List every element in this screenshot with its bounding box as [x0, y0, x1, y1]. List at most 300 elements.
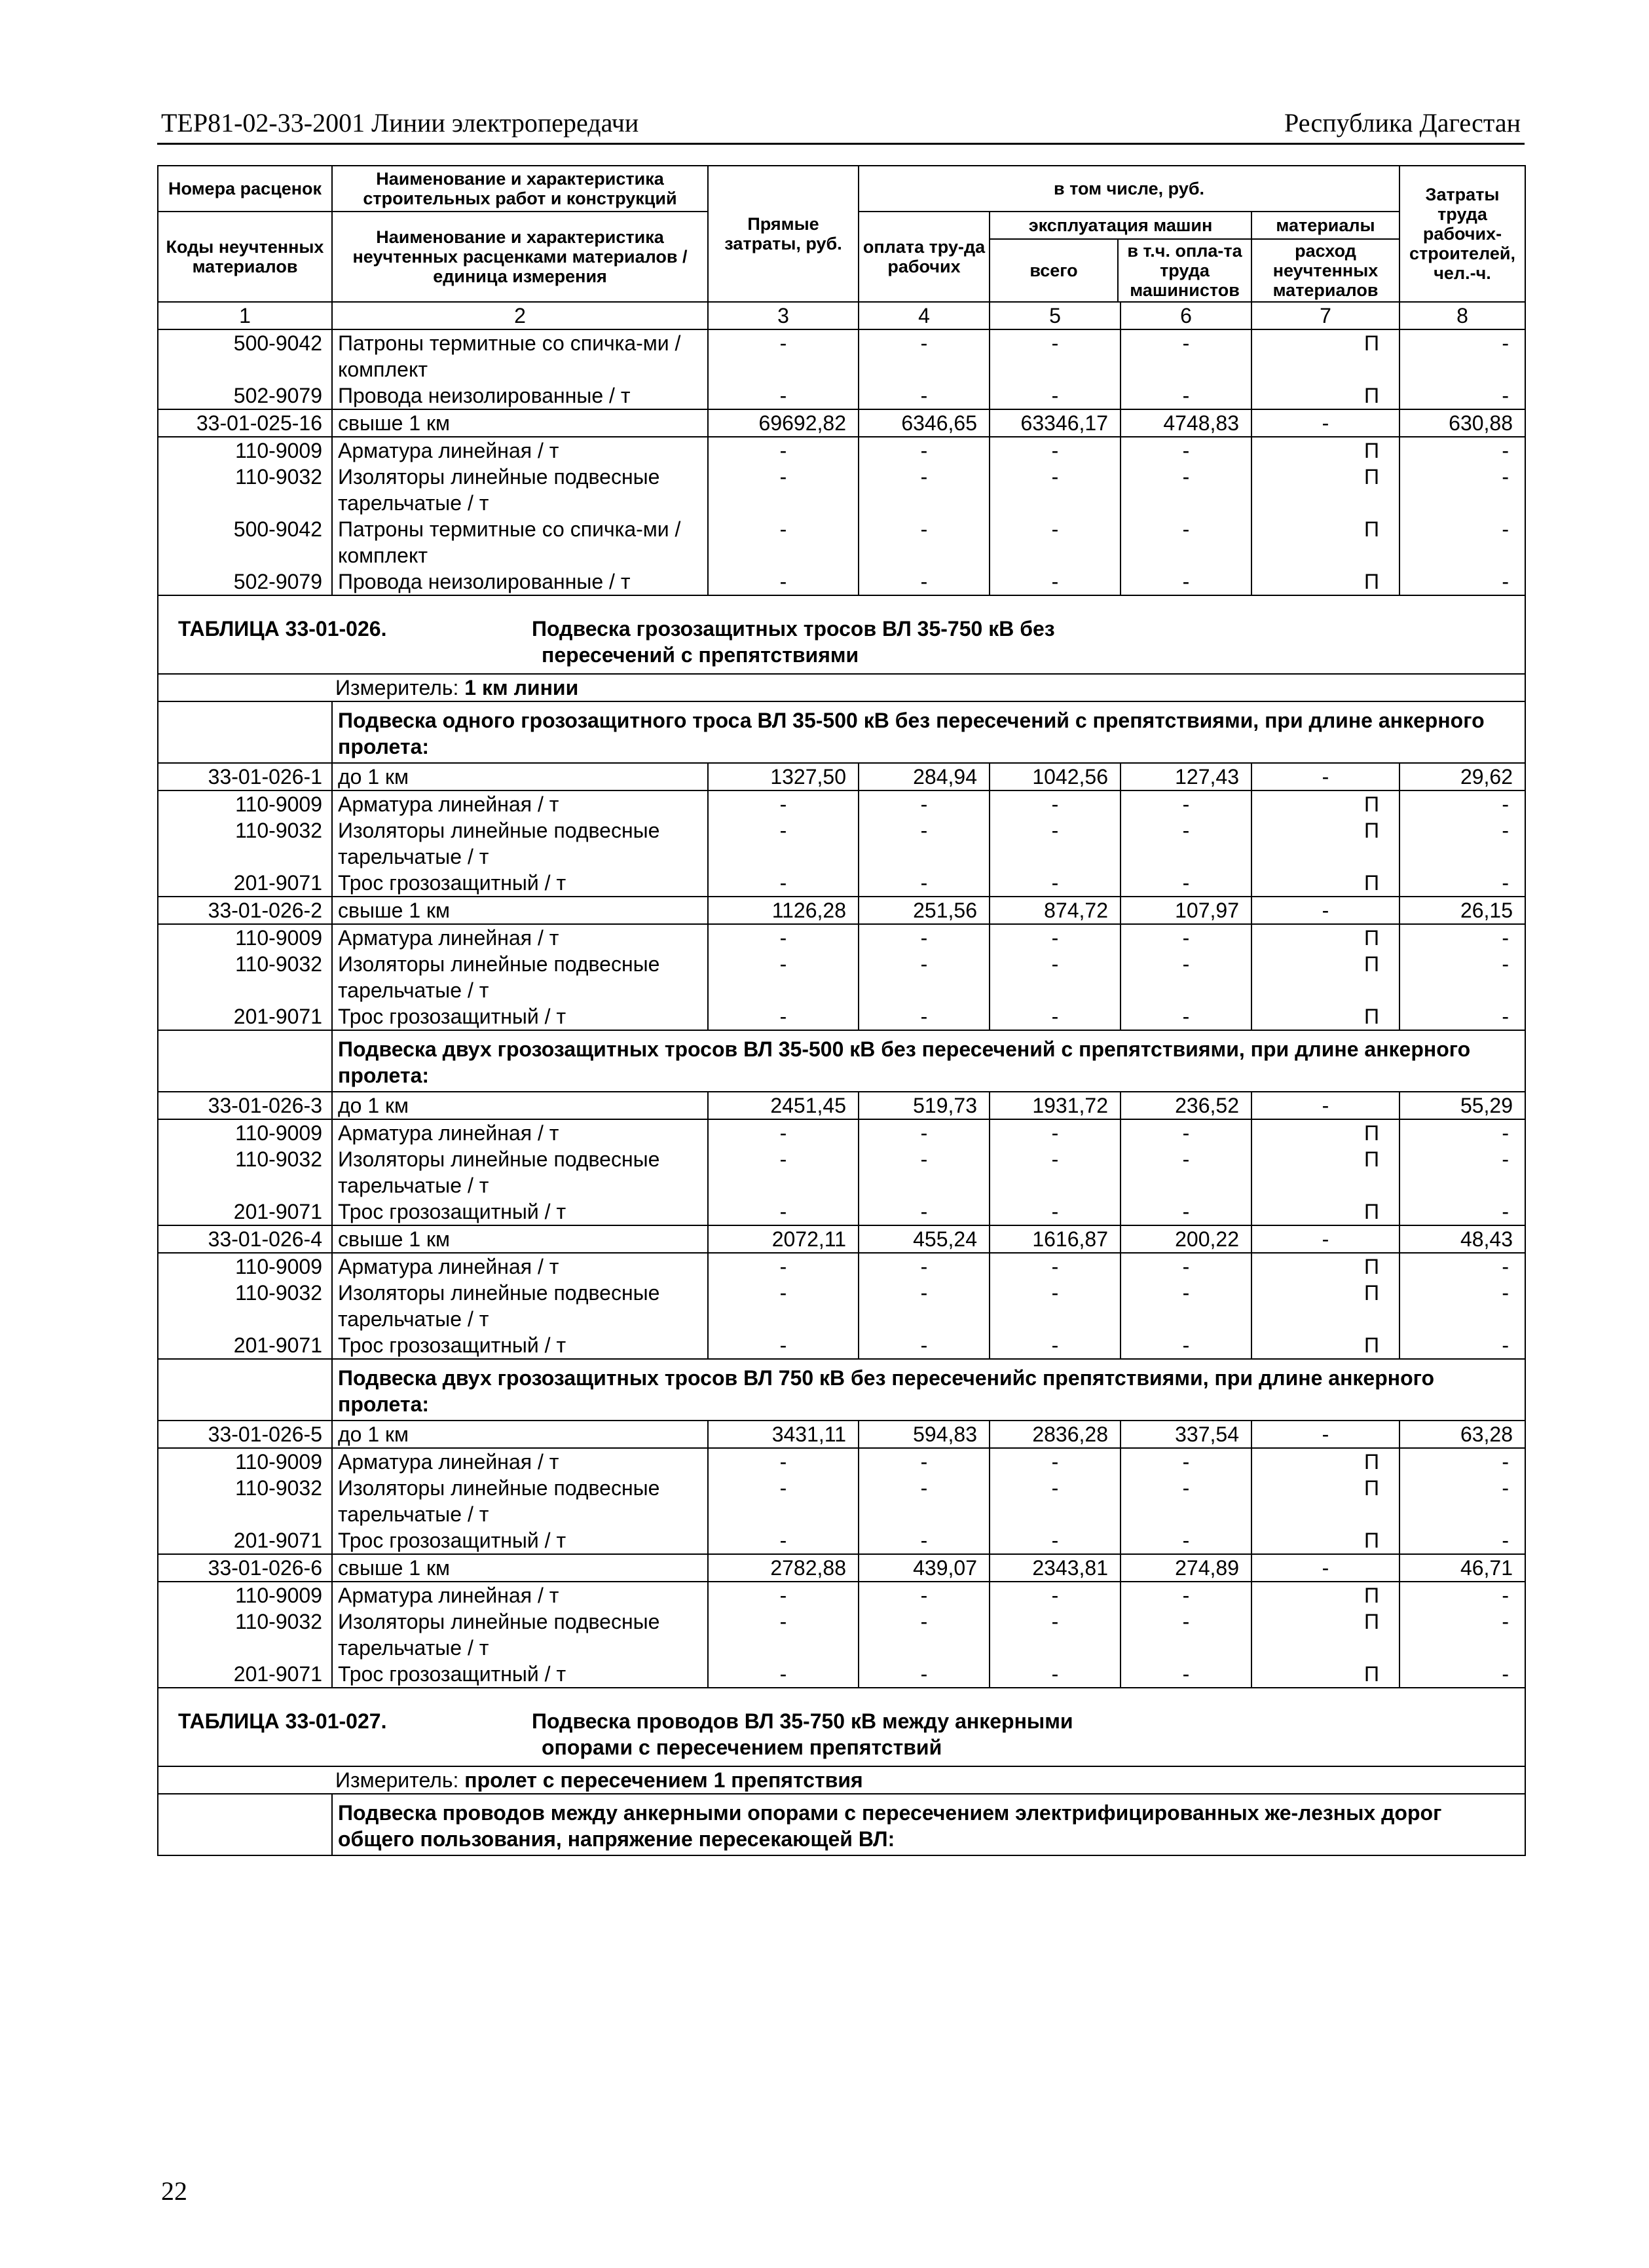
machinist-wage: 274,89 [1121, 1554, 1251, 1582]
item-name: Арматура линейная / т [332, 437, 708, 464]
material-flag: - [1251, 763, 1399, 790]
wage-cost: - [859, 464, 990, 516]
machine-cost: - [990, 924, 1121, 951]
machine-cost: 2836,28 [990, 1421, 1121, 1448]
item-name: Арматура линейная / т [332, 1582, 708, 1608]
labor-hours: - [1399, 1119, 1525, 1146]
labor-hours: - [1399, 1280, 1525, 1332]
machine-cost: 63346,17 [990, 409, 1121, 437]
labor-hours: - [1399, 1199, 1525, 1225]
material-row [158, 1582, 1525, 1608]
machinist-wage: - [1121, 1003, 1251, 1030]
material-flag: П [1251, 790, 1399, 817]
material-row [158, 1119, 1525, 1146]
section-heading: Подвеска двух грозозащитных тросов ВЛ 35-500 кВ без пересечений с препятствиями, при длине анкерного пролета: [332, 1030, 1525, 1092]
wage-cost: - [859, 790, 990, 817]
machinist-wage: - [1121, 1582, 1251, 1608]
material-flag: - [1251, 897, 1399, 924]
machinist-wage: - [1121, 329, 1251, 382]
rates-table [157, 165, 1526, 1856]
item-name: Изоляторы линейные подвесные тарельчатые / т [332, 1146, 708, 1199]
direct-cost: - [708, 1280, 859, 1332]
machinist-wage: - [1121, 1448, 1251, 1475]
machine-cost: - [990, 1253, 1121, 1280]
material-flag: П [1251, 437, 1399, 464]
table-title-row [158, 595, 1525, 674]
material-flag: П [1251, 382, 1399, 409]
wage-cost: - [859, 516, 990, 568]
material-flag: П [1251, 1475, 1399, 1527]
material-flag: П [1251, 1199, 1399, 1225]
machine-cost: - [990, 1661, 1121, 1688]
material-flag: П [1251, 1608, 1399, 1661]
item-name: Арматура линейная / т [332, 790, 708, 817]
section-heading-row [158, 1030, 1525, 1092]
rate-code: 500-9042 [158, 516, 332, 568]
machine-cost: 874,72 [990, 897, 1121, 924]
machinist-wage: - [1121, 516, 1251, 568]
labor-hours: - [1399, 464, 1525, 516]
direct-cost: - [708, 924, 859, 951]
wage-cost: - [859, 382, 990, 409]
machinist-wage: - [1121, 1332, 1251, 1359]
machinist-wage: 236,52 [1121, 1092, 1251, 1119]
labor-hours: - [1399, 1448, 1525, 1475]
material-flag: П [1251, 329, 1399, 382]
col-header-machines-wages: в т.ч. опла-та труда машинистов [1127, 241, 1242, 300]
wage-cost: 251,56 [859, 897, 990, 924]
page-number: 22 [161, 2176, 187, 2206]
rate-code: 500-9042 [158, 329, 332, 382]
material-flag: П [1251, 1661, 1399, 1688]
col-num: 3 [708, 302, 859, 329]
material-flag: П [1251, 1527, 1399, 1554]
machinist-wage: - [1121, 1119, 1251, 1146]
document-header-region: Республика Дагестан [1284, 108, 1521, 138]
machinist-wage: - [1121, 382, 1251, 409]
rate-code: 201-9071 [158, 1527, 332, 1554]
item-name: до 1 км [332, 1092, 708, 1119]
col-num: 2 [332, 302, 708, 329]
material-row [158, 1475, 1525, 1527]
col-num: 1 [158, 302, 332, 329]
rate-row [158, 897, 1525, 924]
rate-code: 33-01-026-2 [158, 897, 332, 924]
machinist-wage: - [1121, 1608, 1251, 1661]
labor-hours: - [1399, 1003, 1525, 1030]
wage-cost: - [859, 870, 990, 897]
material-flag: П [1251, 464, 1399, 516]
machine-cost: - [990, 1448, 1121, 1475]
direct-cost: 2451,45 [708, 1092, 859, 1119]
rate-code: 502-9079 [158, 568, 332, 595]
direct-cost: - [708, 1199, 859, 1225]
direct-cost: - [708, 1253, 859, 1280]
rate-code: 33-01-026-3 [158, 1092, 332, 1119]
wage-cost: - [859, 1661, 990, 1688]
labor-hours: - [1399, 817, 1525, 870]
section-heading-row [158, 701, 1525, 763]
machine-cost: - [990, 951, 1121, 1003]
machinist-wage: 107,97 [1121, 897, 1251, 924]
material-row [158, 870, 1525, 897]
labor-hours: - [1399, 516, 1525, 568]
labor-hours: - [1399, 437, 1525, 464]
item-name: Арматура линейная / т [332, 1119, 708, 1146]
direct-cost: 2072,11 [708, 1225, 859, 1253]
wage-cost: 284,94 [859, 763, 990, 790]
material-row [158, 1448, 1525, 1475]
wage-cost: 439,07 [859, 1554, 990, 1582]
wage-cost: 594,83 [859, 1421, 990, 1448]
material-row [158, 516, 1525, 568]
material-flag: П [1251, 1280, 1399, 1332]
material-flag: П [1251, 568, 1399, 595]
rate-code: 110-9032 [158, 951, 332, 1003]
item-name: свыше 1 км [332, 409, 708, 437]
direct-cost: - [708, 1119, 859, 1146]
rate-row [158, 1225, 1525, 1253]
col-header-direct: Прямые затраты, руб. [708, 166, 859, 302]
wage-cost: - [859, 1199, 990, 1225]
wage-cost: - [859, 924, 990, 951]
table-number: ТАБЛИЦА 33-01-026. [178, 617, 387, 641]
machinist-wage: - [1121, 951, 1251, 1003]
item-name: Арматура линейная / т [332, 924, 708, 951]
material-flag: П [1251, 870, 1399, 897]
machinist-wage: 127,43 [1121, 763, 1251, 790]
table-title-line1: Подвеска грозозащитных тросов ВЛ 35-750 кВ без [532, 617, 1055, 641]
wage-cost: - [859, 437, 990, 464]
labor-hours: 630,88 [1399, 409, 1525, 437]
rate-code: 110-9009 [158, 790, 332, 817]
col-header-name-bottom: Наименование и характеристика неучтенных расценками материалов / единица измерения [332, 212, 708, 302]
item-name: Провода неизолированные / т [332, 382, 708, 409]
rate-code: 33-01-025-16 [158, 409, 332, 437]
machine-cost: - [990, 437, 1121, 464]
material-row [158, 790, 1525, 817]
item-name: Провода неизолированные / т [332, 568, 708, 595]
direct-cost: - [708, 382, 859, 409]
document-header-title: ТЕР81-02-33-2001 Линии электропередачи [161, 108, 639, 138]
material-flag: - [1251, 1225, 1399, 1253]
section-blank-cell [158, 1794, 332, 1855]
rate-code: 201-9071 [158, 870, 332, 897]
col-header-labor: Затраты труда рабочих-строителей, чел.-ч. [1399, 166, 1525, 302]
machine-cost: - [990, 870, 1121, 897]
material-row [158, 1527, 1525, 1554]
rate-code: 201-9071 [158, 1003, 332, 1030]
wage-cost: - [859, 1475, 990, 1527]
header-rule [157, 143, 1525, 145]
direct-cost: 1327,50 [708, 763, 859, 790]
direct-cost: 69692,82 [708, 409, 859, 437]
rate-code: 201-9071 [158, 1199, 332, 1225]
rate-code: 33-01-026-5 [158, 1421, 332, 1448]
material-row [158, 1608, 1525, 1661]
material-flag: П [1251, 924, 1399, 951]
material-row [158, 1253, 1525, 1280]
direct-cost: - [708, 1448, 859, 1475]
machinist-wage: - [1121, 1475, 1251, 1527]
meter-value: 1 км линии [464, 676, 579, 699]
column-number-row [158, 302, 1525, 329]
material-row [158, 329, 1525, 382]
item-name: Трос грозозащитный / т [332, 1003, 708, 1030]
machinist-wage: - [1121, 1661, 1251, 1688]
labor-hours: - [1399, 1661, 1525, 1688]
item-name: Изоляторы линейные подвесные тарельчатые / т [332, 817, 708, 870]
machinist-wage: - [1121, 924, 1251, 951]
col-num: 8 [1399, 302, 1525, 329]
rate-row [158, 1554, 1525, 1582]
labor-hours: - [1399, 951, 1525, 1003]
item-name: до 1 км [332, 763, 708, 790]
labor-hours: 29,62 [1399, 763, 1525, 790]
wage-cost: - [859, 1608, 990, 1661]
direct-cost: - [708, 437, 859, 464]
material-flag: П [1251, 1582, 1399, 1608]
machine-cost: - [990, 464, 1121, 516]
machine-cost: - [990, 1003, 1121, 1030]
wage-cost: - [859, 329, 990, 382]
rate-row [158, 1092, 1525, 1119]
machinist-wage: 200,22 [1121, 1225, 1251, 1253]
rate-code: 110-9009 [158, 1253, 332, 1280]
item-name: свыше 1 км [332, 1225, 708, 1253]
labor-hours: - [1399, 1253, 1525, 1280]
item-name: Изоляторы линейные подвесные тарельчатые / т [332, 464, 708, 516]
machine-cost: - [990, 329, 1121, 382]
wage-cost: - [859, 1003, 990, 1030]
col-header-codes-top: Номера расценок [158, 166, 332, 212]
labor-hours: - [1399, 382, 1525, 409]
rate-code: 502-9079 [158, 382, 332, 409]
col-header-codes-bottom: Коды неучтенных материалов [158, 212, 332, 302]
material-flag: П [1251, 1119, 1399, 1146]
machinist-wage: 4748,83 [1121, 409, 1251, 437]
machine-cost: - [990, 1146, 1121, 1199]
meter-row [158, 674, 1525, 701]
rate-row [158, 763, 1525, 790]
machinist-wage: - [1121, 464, 1251, 516]
item-name: Изоляторы линейные подвесные тарельчатые / т [332, 951, 708, 1003]
machine-cost: - [990, 1527, 1121, 1554]
item-name: Трос грозозащитный / т [332, 1527, 708, 1554]
direct-cost: - [708, 1003, 859, 1030]
item-name: Арматура линейная / т [332, 1448, 708, 1475]
item-name: Трос грозозащитный / т [332, 1661, 708, 1688]
section-heading: Подвеска двух грозозащитных тросов ВЛ 750 кВ без пересеченийс препятствиями, при длине анкерного пролета: [332, 1359, 1525, 1421]
machinist-wage: - [1121, 790, 1251, 817]
table-title-line2: пересечений с препятствиями [542, 643, 859, 667]
item-name: Изоляторы линейные подвесные тарельчатые / т [332, 1608, 708, 1661]
machine-cost: - [990, 1475, 1121, 1527]
table-title-row [158, 1688, 1525, 1766]
direct-cost: - [708, 870, 859, 897]
rate-row [158, 1421, 1525, 1448]
material-flag: П [1251, 1332, 1399, 1359]
direct-cost: - [708, 1661, 859, 1688]
direct-cost: - [708, 1146, 859, 1199]
direct-cost: - [708, 1608, 859, 1661]
wage-cost: - [859, 1332, 990, 1359]
rate-code: 110-9032 [158, 1146, 332, 1199]
direct-cost: - [708, 568, 859, 595]
material-row [158, 464, 1525, 516]
material-flag: П [1251, 817, 1399, 870]
machine-cost: - [990, 1280, 1121, 1332]
table-title-line2: опорами с пересечением препятствий [542, 1736, 942, 1759]
material-row [158, 1280, 1525, 1332]
col-header-incl: в том числе, руб. [859, 166, 1399, 212]
section-heading: Подвеска проводов между анкерными опорами с пересечением электрифицированных же-лезных дорог общего пользования, напряжение пересекающей ВЛ: [332, 1794, 1525, 1855]
labor-hours: - [1399, 790, 1525, 817]
wage-cost: 519,73 [859, 1092, 990, 1119]
machine-cost: - [990, 817, 1121, 870]
item-name: Трос грозозащитный / т [332, 870, 708, 897]
col-header-materials-sub: расход неучтенных материалов [1272, 241, 1379, 300]
wage-cost: 455,24 [859, 1225, 990, 1253]
item-name: Арматура линейная / т [332, 1253, 708, 1280]
rate-code: 33-01-026-6 [158, 1554, 332, 1582]
material-row [158, 382, 1525, 409]
rate-code: 110-9032 [158, 1475, 332, 1527]
meter-row [158, 1766, 1525, 1794]
item-name: Изоляторы линейные подвесные тарельчатые / т [332, 1280, 708, 1332]
rate-code: 110-9009 [158, 1119, 332, 1146]
rate-row [158, 409, 1525, 437]
wage-cost: - [859, 1280, 990, 1332]
machine-cost: - [990, 568, 1121, 595]
item-name: свыше 1 км [332, 1554, 708, 1582]
material-flag: - [1251, 1554, 1399, 1582]
labor-hours: - [1399, 1608, 1525, 1661]
machine-cost: - [990, 1332, 1121, 1359]
material-row [158, 1332, 1525, 1359]
material-flag: П [1251, 1448, 1399, 1475]
rate-code: 110-9009 [158, 924, 332, 951]
material-flag: - [1251, 409, 1399, 437]
col-header-machines: эксплуатация машин [990, 212, 1251, 240]
direct-cost: 2782,88 [708, 1554, 859, 1582]
direct-cost: - [708, 516, 859, 568]
labor-hours: - [1399, 870, 1525, 897]
machine-cost: 2343,81 [990, 1554, 1121, 1582]
machinist-wage: - [1121, 817, 1251, 870]
section-heading: Подвеска одного грозозащитного троса ВЛ 35-500 кВ без пересечений с препятствиями, при длине анкерного пролета: [332, 701, 1525, 763]
material-row [158, 437, 1525, 464]
rate-code: 110-9032 [158, 817, 332, 870]
material-flag: П [1251, 1253, 1399, 1280]
machine-cost: 1042,56 [990, 763, 1121, 790]
col-header-materials: материалы [1252, 212, 1399, 240]
material-row [158, 817, 1525, 870]
wage-cost: 6346,65 [859, 409, 990, 437]
col-header-name-top: Наименование и характеристика строительных работ и конструкций [332, 166, 708, 212]
labor-hours: - [1399, 1332, 1525, 1359]
machine-cost: - [990, 1119, 1121, 1146]
labor-hours: 26,15 [1399, 897, 1525, 924]
machinist-wage: - [1121, 1199, 1251, 1225]
material-flag: П [1251, 951, 1399, 1003]
material-row [158, 1199, 1525, 1225]
col-header-machines-total: всего [990, 240, 1119, 301]
labor-hours: 46,71 [1399, 1554, 1525, 1582]
wage-cost: - [859, 951, 990, 1003]
meter-label: Измеритель: [335, 676, 459, 699]
table-title-line1: Подвеска проводов ВЛ 35-750 кВ между анкерными [532, 1709, 1073, 1733]
item-name: Трос грозозащитный / т [332, 1332, 708, 1359]
item-name: Патроны термитные со спичка-ми / комплект [332, 516, 708, 568]
material-flag: П [1251, 516, 1399, 568]
rate-code: 110-9032 [158, 1608, 332, 1661]
section-heading-row [158, 1359, 1525, 1421]
machinist-wage: - [1121, 437, 1251, 464]
material-flag: - [1251, 1092, 1399, 1119]
material-row [158, 1146, 1525, 1199]
wage-cost: - [859, 1582, 990, 1608]
machine-cost: - [990, 1608, 1121, 1661]
material-row [158, 568, 1525, 595]
material-row [158, 1661, 1525, 1688]
wage-cost: - [859, 1146, 990, 1199]
labor-hours: - [1399, 568, 1525, 595]
labor-hours: - [1399, 1582, 1525, 1608]
machinist-wage: - [1121, 1280, 1251, 1332]
machinist-wage: - [1121, 1253, 1251, 1280]
col-header-wages: оплата тру-да рабочих [859, 212, 990, 302]
table-number: ТАБЛИЦА 33-01-027. [178, 1709, 387, 1733]
direct-cost: - [708, 1332, 859, 1359]
machine-cost: - [990, 790, 1121, 817]
machine-cost: - [990, 382, 1121, 409]
material-row [158, 1003, 1525, 1030]
labor-hours: - [1399, 329, 1525, 382]
machinist-wage: - [1121, 870, 1251, 897]
direct-cost: - [708, 790, 859, 817]
labor-hours: 63,28 [1399, 1421, 1525, 1448]
rate-code: 110-9032 [158, 1280, 332, 1332]
meter-label: Измеритель: [335, 1768, 459, 1792]
rate-code: 110-9009 [158, 1582, 332, 1608]
col-num: 5 [990, 302, 1121, 329]
material-flag: П [1251, 1003, 1399, 1030]
col-num: 4 [859, 302, 990, 329]
rate-code: 110-9009 [158, 1448, 332, 1475]
labor-hours: - [1399, 1527, 1525, 1554]
machine-cost: - [990, 516, 1121, 568]
section-blank-cell [158, 701, 332, 763]
labor-hours: - [1399, 1146, 1525, 1199]
labor-hours: 55,29 [1399, 1092, 1525, 1119]
col-num: 6 [1121, 302, 1251, 329]
labor-hours: - [1399, 1475, 1525, 1527]
item-name: Трос грозозащитный / т [332, 1199, 708, 1225]
section-heading-row [158, 1794, 1525, 1855]
wage-cost: - [859, 1448, 990, 1475]
machinist-wage: 337,54 [1121, 1421, 1251, 1448]
direct-cost: - [708, 464, 859, 516]
labor-hours: 48,43 [1399, 1225, 1525, 1253]
rate-code: 33-01-026-4 [158, 1225, 332, 1253]
material-row [158, 924, 1525, 951]
wage-cost: - [859, 1527, 990, 1554]
machine-cost: - [990, 1582, 1121, 1608]
rate-code: 33-01-026-1 [158, 763, 332, 790]
material-flag: П [1251, 1146, 1399, 1199]
wage-cost: - [859, 817, 990, 870]
